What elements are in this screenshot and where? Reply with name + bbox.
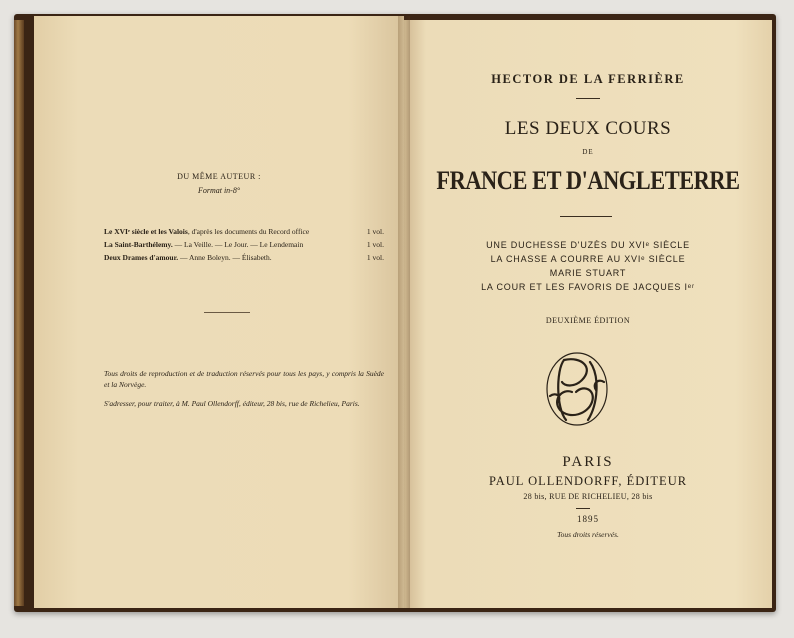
same-author-heading: DU MÊME AUTEUR :	[177, 172, 261, 181]
title-line-2: FRANCE ET D'ANGLETERRE	[436, 166, 740, 195]
divider	[576, 508, 590, 509]
author-name: HECTOR DE LA FERRIÈRE	[491, 72, 685, 86]
publisher-monogram-icon	[542, 348, 612, 430]
title-line-1: LES DEUX COURS	[504, 118, 672, 139]
works-list	[104, 226, 384, 265]
publication-year: 1895	[577, 514, 599, 524]
publisher-name: PAUL OLLENDORFF, ÉDITEUR	[488, 474, 688, 488]
work-desc: , d'après les documents du Record office	[187, 227, 310, 236]
divider	[576, 98, 600, 99]
work-volume: 1 vol.	[366, 240, 384, 249]
list-item: UNE DUCHESSE D'UZÈS DU XVIᵉ SIÈCLE	[486, 240, 690, 250]
rights-notice: Tous droits de reproduction et de traduction réservés pour tous les pays, y compris la Suède et la Norvège.	[104, 369, 384, 389]
work-desc: — Anne Boleyn. — Élisabeth.	[178, 253, 272, 262]
divider	[560, 216, 612, 217]
list-item: LA CHASSE A COURRE AU XVIᵉ SIÈCLE	[490, 254, 686, 264]
divider	[204, 312, 250, 313]
work-volume: 1 vol.	[366, 227, 384, 236]
city: PARIS	[562, 454, 614, 470]
list-item: MARIE STUART	[549, 268, 627, 278]
edition-label: DEUXIÈME ÉDITION	[545, 316, 631, 325]
title-page	[404, 20, 772, 608]
work-title: La Saint-Barthélemy.	[104, 240, 173, 249]
work-desc: — La Veille. — Le Jour. — Le Lendemain	[172, 240, 304, 249]
book-gutter	[398, 16, 410, 608]
contents-list	[404, 238, 772, 294]
work-title: Deux Drames d'amour.	[104, 253, 179, 262]
publisher-address-note: S'adresser, pour traiter, à M. Paul Ollendorff, éditeur, 28 bis, rue de Richelieu, Paris.	[104, 399, 360, 408]
work-volume: 1 vol.	[366, 253, 384, 262]
rights-reserved: Tous droits réservés.	[557, 530, 619, 539]
list-item	[104, 239, 384, 250]
format-note: Format in-8°	[197, 186, 241, 195]
left-page	[34, 16, 404, 608]
list-item	[104, 252, 384, 263]
list-item: LA COUR ET LES FAVORIS DE JACQUES Iᵉʳ	[481, 282, 695, 292]
work-title: Le XVIᵉ siècle et les Valois	[104, 227, 188, 236]
book-spine-edge	[14, 20, 24, 606]
publisher-street: 28 bis, RUE DE RICHELIEU, 28 bis	[523, 492, 653, 501]
title-connector: DE	[582, 148, 594, 156]
list-item	[104, 226, 384, 237]
